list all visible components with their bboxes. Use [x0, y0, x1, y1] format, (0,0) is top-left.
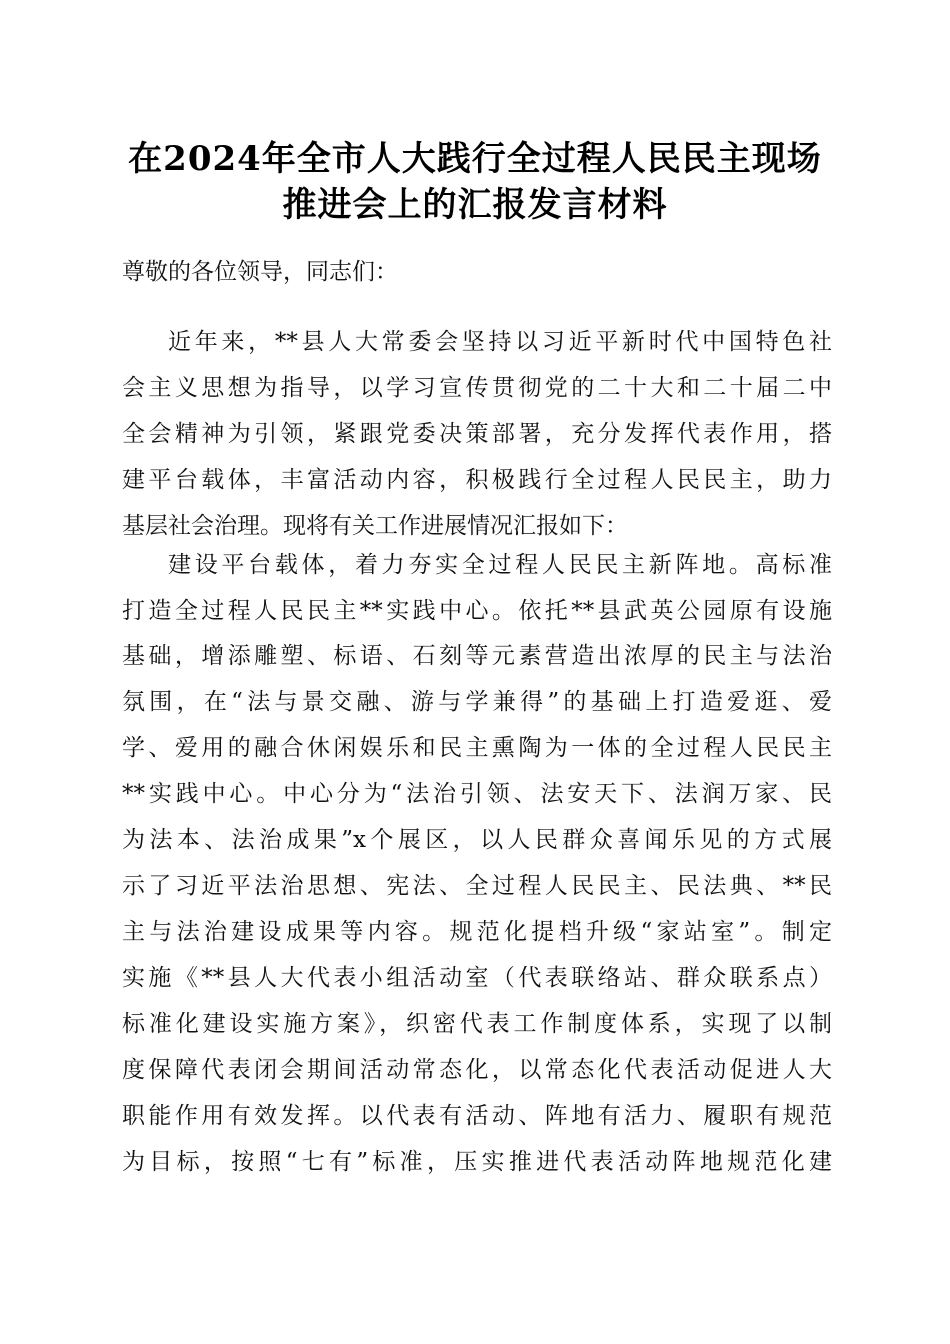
- salutation: 尊敬的各位领导，同志们：: [122, 259, 398, 285]
- paragraph-2-line-1: 建设平台载体，着力夯实全过程人民民主新阵地。高标准: [168, 552, 832, 578]
- document-title-line-2: 推进会上的汇报发言材料: [282, 185, 668, 225]
- paragraph-2-line-11: 标准化建设实施方案》，织密代表工作制度体系，实现了以制: [122, 1011, 832, 1037]
- paragraph-2-line-4: 氛围，在“法与景交融、游与学兼得”的基础上打造爱逛、爱: [122, 689, 832, 715]
- paragraph-1-line-2: 会主义思想为指导，以学习宣传贯彻党的二十大和二十届二中: [122, 375, 832, 401]
- document-title-line-1: 在2024年全市人大践行全过程人民民主现场: [128, 139, 822, 179]
- paragraph-2-line-6: **实践中心。中心分为“法治引领、法安天下、法润万家、民: [122, 781, 832, 807]
- paragraph-2-line-5: 学、爱用的融合休闲娱乐和民主熏陶为一体的全过程人民民主: [122, 735, 832, 761]
- paragraph-2-line-12: 度保障代表闭会期间活动常态化，以常态化代表活动促进人大: [122, 1057, 832, 1083]
- paragraph-2-line-8: 示了习近平法治思想、宪法、全过程人民民主、民法典、**民: [122, 873, 832, 899]
- paragraph-1-line-3: 全会精神为引领，紧跟党委决策部署，充分发挥代表作用，搭: [122, 421, 832, 447]
- paragraph-1-line-4: 建平台载体，丰富活动内容，积极践行全过程人民民主，助力: [122, 467, 832, 493]
- paragraph-2-line-13: 职能作用有效发挥。以代表有活动、阵地有活力、履职有规范: [122, 1103, 832, 1129]
- paragraph-2-line-9: 主与法治建设成果等内容。规范化提档升级“家站室”。制定: [122, 919, 832, 945]
- paragraph-2-line-10: 实施《**县人大代表小组活动室（代表联络站、群众联系点）: [122, 965, 832, 991]
- paragraph-2-line-14: 为目标，按照“七有”标准，压实推进代表活动阵地规范化建: [122, 1149, 832, 1175]
- paragraph-2-line-2: 打造全过程人民民主**实践中心。依托**县武英公园原有设施: [122, 598, 832, 624]
- paragraph-1-line-5: 基层社会治理。现将有关工作进展情况汇报如下：: [122, 513, 628, 539]
- paragraph-2-line-7: 为法本、法治成果”x个展区，以人民群众喜闻乐见的方式展: [122, 827, 832, 853]
- paragraph-2-line-3: 基础，增添雕塑、标语、石刻等元素营造出浓厚的民主与法治: [122, 643, 832, 669]
- paragraph-1-line-1: 近年来，**县人大常委会坚持以习近平新时代中国特色社: [168, 329, 832, 355]
